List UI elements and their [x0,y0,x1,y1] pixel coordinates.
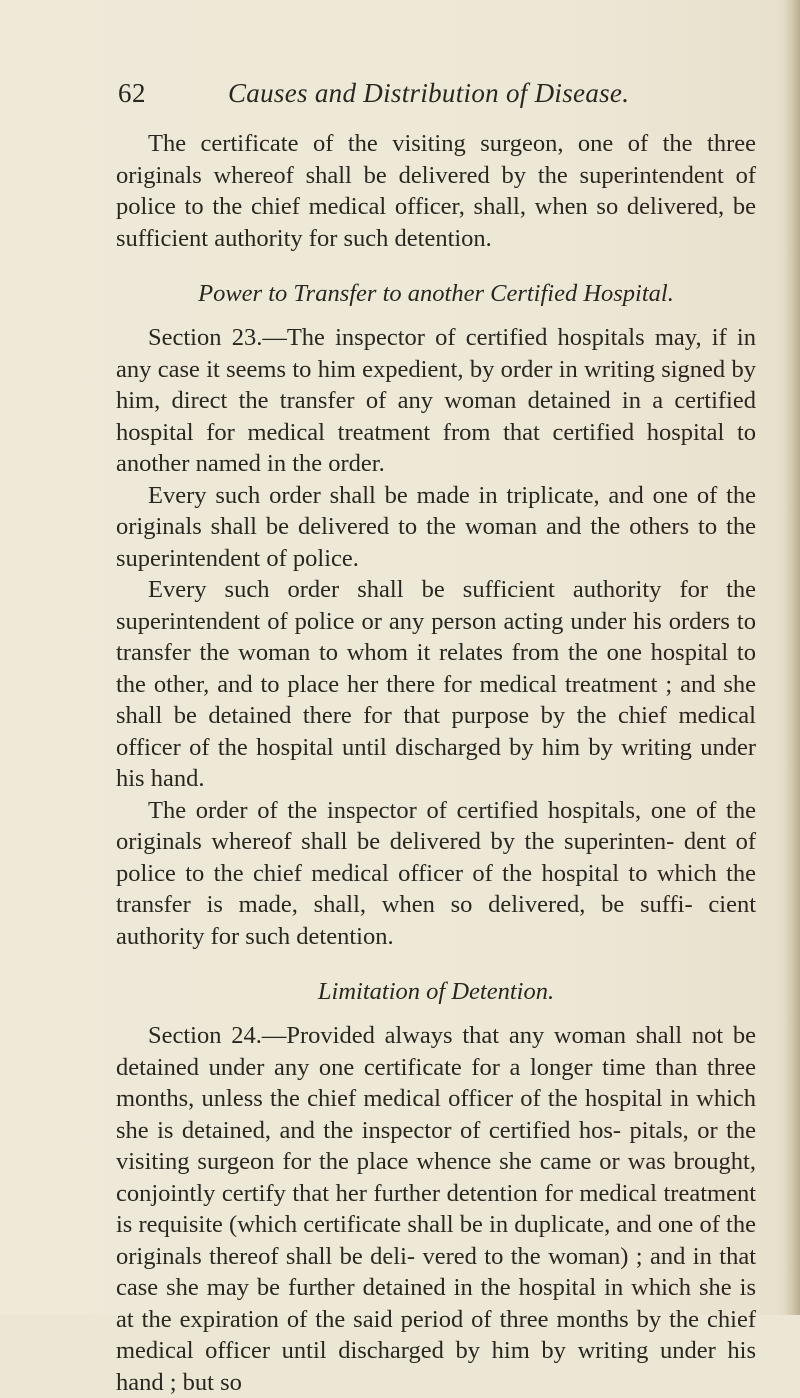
paragraph-section-24: Section 24.—Provided always that any woman shall not be detained under any one certificate for a longer time than three months, unless the chief medical officer of the hospital in which she is detained, and the inspector of certified hos- pitals, or the visiting surgeon for the place whence she came or was brought, conjointly certify that her further detention for medical treatment is requisite (which certificate shall be in duplicate, and one of the originals thereof shall be deli- vered to the woman) ; and in that case she may be further detained in the hospital in which she is at the expiration of the said period of three months by the chief medical officer until discharged by him by writing under his hand ; but so [116,1022,756,1396]
paragraph-section-23: Section 23.—The inspector of certified hospitals may, if in any case it seems to him expedient, by order in writing signed by him, direct the transfer of any woman detained in a certified hospital for medical treatment from that certified hospital to another named in the order. [116,324,756,477]
paragraph-triplicate: Every such order shall be made in triplicate, and one of the originals shall be delivered to the woman and the others to the superintendent of police. [116,481,756,572]
page-number: 62 [118,78,146,108]
section-heading-transfer: Power to Transfer to another Certified Hospital. [198,280,674,307]
page-body [116,128,756,1398]
section-heading-limitation: Limitation of Detention. [317,978,555,1005]
running-head: Causes and Distribution of Disease. [228,78,630,108]
paragraph-inspector-order: The order of the inspector of certified hospitals, one of the originals whereof shall be delivered by the superinten- dent of police to the chief medical officer of the hospital to which the transfer is made, shall, when so delivered, be suffi- cient authority for such detention. [116,796,756,950]
paragraph-authority: Every such order shall be sufficient authority for the superintendent of police or any person acting under his orders to transfer the woman to whom it relates from the one hospital to the other, and to place her there for medical treatment ; and she shall be detained there for that purpose by the chief medical officer of the hospital until discharged by him by writing under his hand. [116,576,756,792]
paragraph-certificate: The certificate of the visiting surgeon, one of the three originals whereof shall be delivered by the superintendent of police to the chief medical officer, shall, when so delivered, be sufficient authority for such detention. [116,130,756,252]
page-header [118,78,758,118]
page-edge-shadow [784,0,800,1315]
